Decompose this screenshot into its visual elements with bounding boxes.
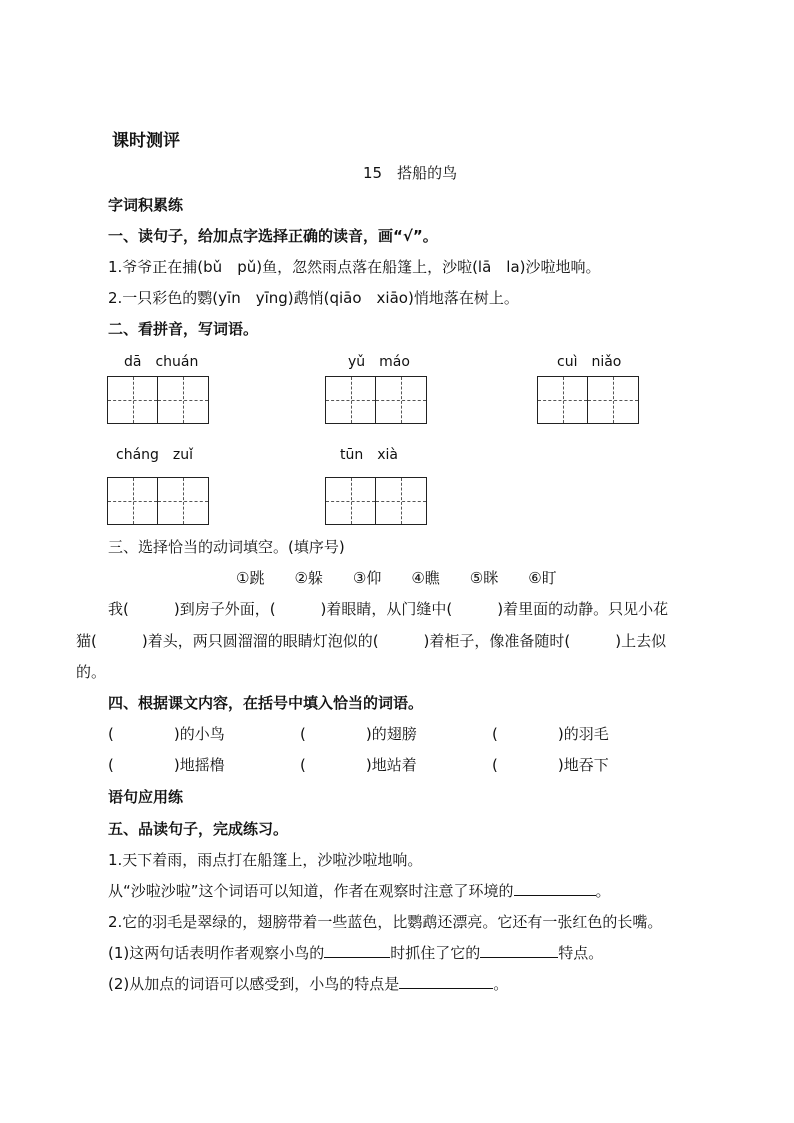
question-5-prompt-3: [108, 973, 508, 994]
answer-blank[interactable]: [399, 973, 493, 989]
section-heading-vocabulary: 字词积累练: [108, 196, 184, 214]
grid-cell[interactable]: [376, 377, 426, 423]
question-1-title: 一、读句子，给加点字选择正确的读音，画“√”。: [108, 227, 438, 245]
grid-cell[interactable]: [376, 478, 426, 524]
question-5-sentence-1: 1.天下着雨，雨点打在船篷上，沙啦沙啦地响。: [108, 851, 423, 869]
question-3-line-3: 的。: [76, 663, 107, 681]
prompt-text: 特点。: [558, 944, 604, 962]
fill-phrase: ( )的翅膀: [300, 725, 417, 743]
question-5-prompt-1: [108, 880, 611, 901]
question-5-sentence-2: 2.它的羽毛是翠绿的，翅膀带着一些蓝色，比鹦鹉还漂亮。它还有一张红色的长嘴。: [108, 913, 663, 931]
lesson-title: 15 搭船的鸟: [363, 164, 458, 182]
section-heading-application: 语句应用练: [108, 788, 184, 806]
fill-phrase: ( )的小鸟: [108, 725, 225, 743]
prompt-text: 。: [595, 882, 611, 900]
writing-grid[interactable]: [107, 376, 209, 424]
page-header-title: 课时测评: [112, 131, 180, 151]
grid-cell[interactable]: [588, 377, 638, 423]
prompt-text: 。: [493, 975, 509, 993]
pinyin-label: dā chuán: [124, 354, 199, 370]
question-1-sentence-1: 1.爷爷正在捕(bǔ pǔ)鱼，忽然雨点落在船篷上，沙啦(lā la)沙啦地响。: [108, 258, 601, 276]
question-4-title: 四、根据课文内容，在括号中填入恰当的词语。: [108, 694, 424, 712]
fill-phrase: ( )的羽毛: [492, 725, 609, 743]
question-3-line-1: 我( )到房子外面，( )着眼睛，从门缝中( )着里面的动静。只见小花: [108, 600, 669, 618]
grid-cell[interactable]: [108, 478, 158, 524]
verb-options: ①跳 ②躲 ③仰 ④瞧 ⑤眯 ⑥盯: [236, 569, 557, 587]
pinyin-label: cháng zuǐ: [116, 447, 194, 463]
question-3-line-2: 猫( )着头，两只圆溜溜的眼睛灯泡似的( )着柜子，像准备随时( )上去似: [76, 632, 667, 650]
prompt-text: (2)从加点的词语可以感受到，小鸟的特点是: [108, 975, 400, 993]
grid-cell[interactable]: [326, 377, 376, 423]
grid-cell[interactable]: [538, 377, 588, 423]
writing-grid[interactable]: [325, 376, 427, 424]
prompt-text: 从“沙啦沙啦”这个词语可以知道，作者在观察时注意了环境的: [108, 882, 514, 900]
grid-cell[interactable]: [158, 377, 208, 423]
fill-phrase: ( )地摇橹: [108, 756, 225, 774]
pinyin-label: cuì niǎo: [557, 354, 622, 370]
writing-grid[interactable]: [107, 477, 209, 525]
answer-blank[interactable]: [324, 942, 390, 958]
writing-grid[interactable]: [325, 477, 427, 525]
pinyin-label: yǔ máo: [348, 354, 410, 370]
fill-phrase: ( )地站着: [300, 756, 417, 774]
question-5-title: 五、品读句子，完成练习。: [108, 820, 289, 838]
question-1-sentence-2: 2.一只彩色的鹦(yīn yīng)鹉悄(qiāo xiāo)悄地落在树上。: [108, 289, 519, 307]
grid-cell[interactable]: [326, 478, 376, 524]
grid-cell[interactable]: [158, 478, 208, 524]
answer-blank[interactable]: [480, 942, 558, 958]
prompt-text: 时抓住了它的: [390, 944, 481, 962]
question-5-prompt-2: [108, 942, 603, 963]
pinyin-label: tūn xià: [340, 447, 398, 463]
writing-grid[interactable]: [537, 376, 639, 424]
prompt-text: (1)这两句话表明作者观察小鸟的: [108, 944, 325, 962]
answer-blank[interactable]: [514, 880, 596, 896]
fill-phrase: ( )地吞下: [492, 756, 609, 774]
question-3-title: 三、选择恰当的动词填空。(填序号): [108, 538, 345, 556]
grid-cell[interactable]: [108, 377, 158, 423]
question-2-title: 二、看拼音，写词语。: [108, 320, 259, 338]
